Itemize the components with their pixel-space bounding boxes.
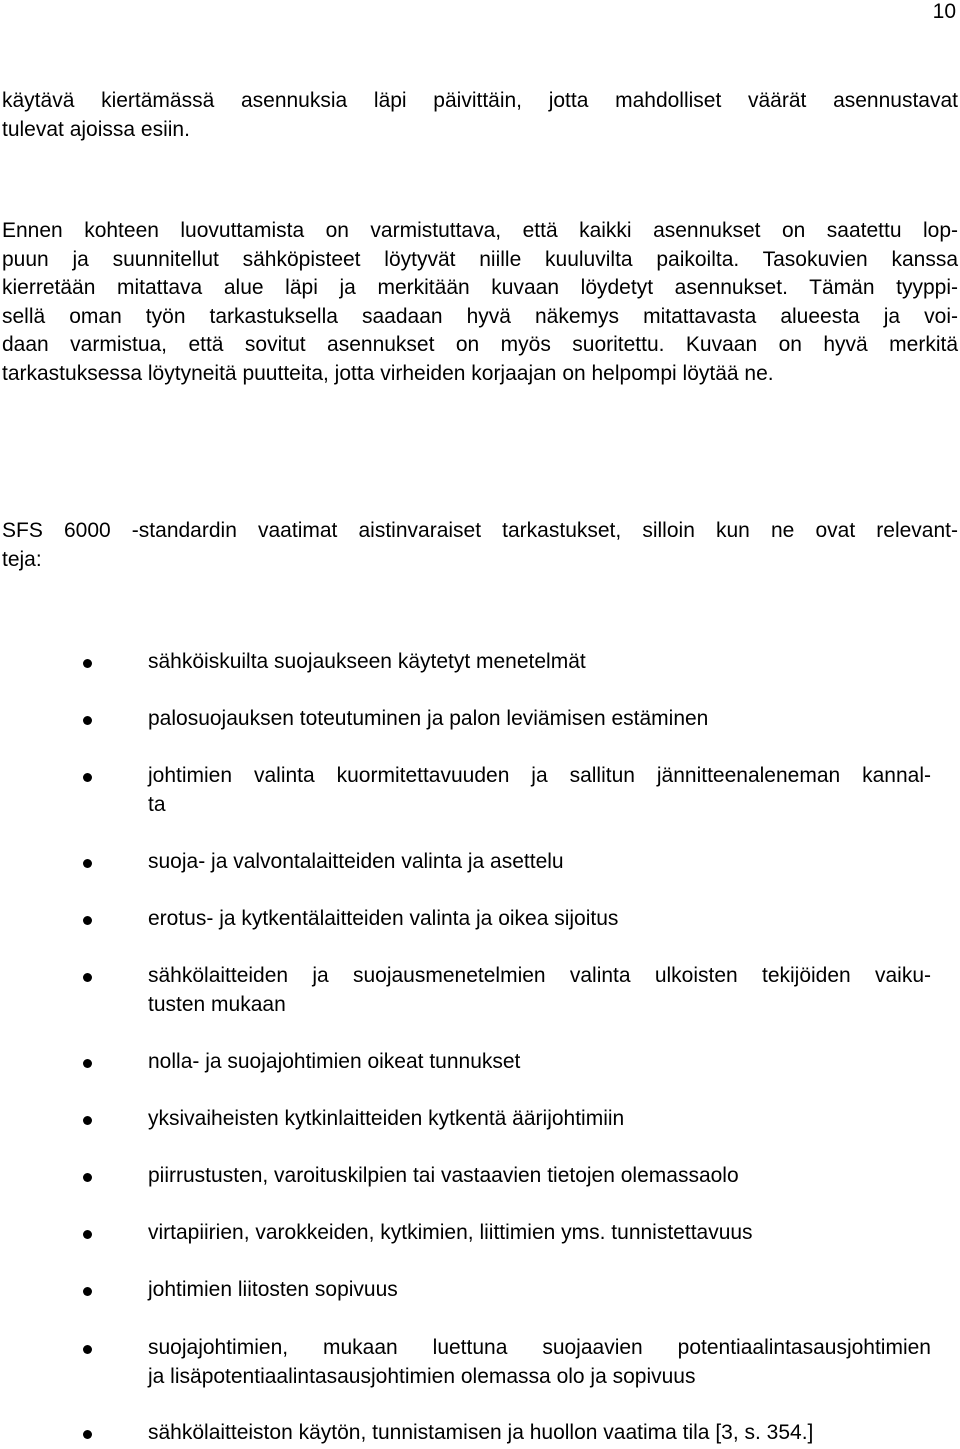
list-item-text: ta bbox=[148, 792, 166, 816]
paragraph-handover-check bbox=[2, 217, 958, 388]
text-line: käytävä kiertämässä asennuksia läpi päivittäin, jotta mahdolliset väärät asennustavat bbox=[2, 89, 958, 112]
list-item-text: tusten mukaan bbox=[148, 992, 286, 1016]
text-line: kierretään mitattava alue läpi ja merkitään kuvaan löydetyt asennukset. Tämän tyyppi- bbox=[2, 276, 958, 299]
bullet-icon bbox=[83, 1430, 92, 1439]
list-item-text: sähkölaitteiston käytön, tunnistamisen ja huollon vaatima tila [3, s. 354.] bbox=[148, 1421, 814, 1444]
list-item-text: sähkölaitteiden ja suojausmenetelmien valinta ulkoisten tekijöiden vaiku- bbox=[148, 964, 931, 987]
list-item-text: suojajohtimien, mukaan luettuna suojaavien potentiaalintasausjohtimien bbox=[148, 1336, 931, 1359]
bullet-icon bbox=[83, 1173, 92, 1182]
text-line: Ennen kohteen luovuttamista on varmistuttava, että kaikki asennukset on saatettu lop- bbox=[2, 219, 958, 242]
list-item-text: suoja- ja valvontalaitteiden valinta ja asettelu bbox=[148, 850, 564, 873]
list-item-text: yksivaiheisten kytkinlaitteiden kytkentä äärijohtimiin bbox=[148, 1107, 625, 1130]
bullet-icon bbox=[83, 1345, 92, 1354]
list-item-text: piirrustusten, varoituskilpien tai vastaavien tietojen olemassaolo bbox=[148, 1164, 739, 1187]
text-line: sellä oman työn tarkastuksella saadaan hyvä näkemys mitattavasta alueesta ja voi- bbox=[2, 304, 958, 328]
paragraph-sfs6000-intro bbox=[2, 517, 958, 574]
list-item-text: virtapiirien, varokkeiden, kytkimien, liittimien yms. tunnistettavuus bbox=[148, 1221, 753, 1244]
text-line: tarkastuksessa löytyneitä puutteita, jotta virheiden korjaajan on helpompi löytää ne. bbox=[2, 361, 774, 385]
list-item-text: palosuojauksen toteutuminen ja palon leviämisen estäminen bbox=[148, 707, 709, 730]
bullet-icon bbox=[83, 659, 92, 668]
page-number: 10 bbox=[932, 0, 956, 23]
list-item-text: nolla- ja suojajohtimien oikeat tunnukset bbox=[148, 1050, 521, 1073]
bullet-icon bbox=[83, 1230, 92, 1239]
text-line: daan varmistua, että sovitut asennukset on myös suoritettu. Kuvaan on hyvä merkitä bbox=[2, 333, 958, 356]
bullet-icon bbox=[83, 1059, 92, 1068]
text-line: teja: bbox=[2, 547, 42, 571]
bullet-icon bbox=[83, 716, 92, 725]
text-line: puun ja suunnitellut sähköpisteet löytyvät niille kuuluvilta paikoilta. Tasokuvien kanssa bbox=[2, 247, 958, 271]
list-item-text: ja lisäpotentiaalintasausjohtimien olemassa olo ja sopivuus bbox=[148, 1364, 696, 1388]
bullet-icon bbox=[83, 1116, 92, 1125]
bullet-icon bbox=[83, 916, 92, 925]
bullet-icon bbox=[83, 973, 92, 982]
list-item-text: johtimien valinta kuormitettavuuden ja sallitun jännitteenaleneman kannal- bbox=[148, 764, 931, 787]
bullet-icon bbox=[83, 1287, 92, 1296]
bullet-icon bbox=[83, 773, 92, 782]
bullet-icon bbox=[83, 859, 92, 868]
list-item-text: erotus- ja kytkentälaitteiden valinta ja oikea sijoitus bbox=[148, 907, 619, 930]
list-item-text: sähköiskuilta suojaukseen käytetyt menetelmät bbox=[148, 650, 586, 673]
text-line: SFS 6000 -standardin vaatimat aistinvaraiset tarkastukset, silloin kun ne ovat relevant- bbox=[2, 519, 958, 542]
paragraph-installation-rounds bbox=[2, 87, 958, 144]
text-line: tulevat ajoissa esiin. bbox=[2, 117, 190, 141]
list-item-text: johtimien liitosten sopivuus bbox=[148, 1278, 398, 1301]
